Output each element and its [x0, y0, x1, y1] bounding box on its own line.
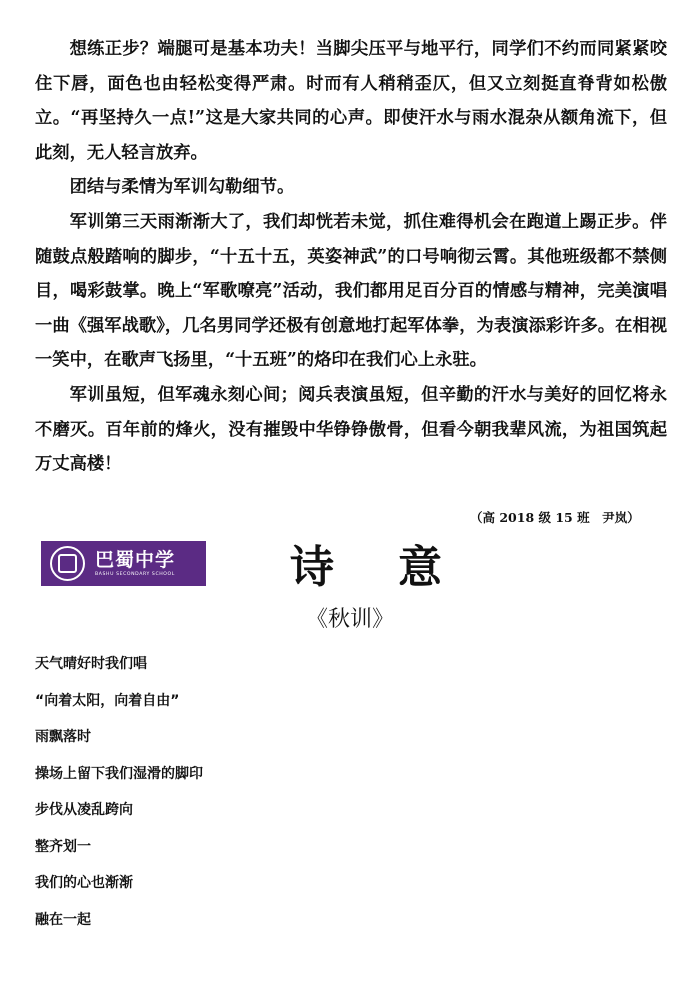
poem-line: 步伐从凌乱跨向 [35, 802, 133, 818]
poem-title: 《秋训》 [305, 607, 394, 632]
author-byline: （高 2018 级 15 班 尹岚） [470, 510, 640, 525]
poem-line: 我们的心也渐渐 [35, 875, 133, 891]
article-paragraph-2: 团结与柔情为军训勾勒细节。 [69, 177, 295, 198]
poem-line: 融在一起 [35, 911, 91, 928]
poem-line: 操场上留下我们湿滑的脚印 [35, 765, 203, 782]
school-seal-icon [50, 546, 85, 581]
school-name-english: BASHU SECONDARY SCHOOL [95, 571, 175, 577]
article-paragraph-3: 军训第三天雨渐渐大了，我们却恍若未觉，抓住难得机会在跑道上踢正步。伴随鼓点般踏响的脚步，“十五十五，英姿神武”的口号响彻云霄。其他班级都不禁侧目，喝彩鼓掌。晚上“军歌嘹亮”活动，我们都用足百分百的情感与精神，完美演唱一曲《强军战歌》，几名男同学还极有创意地打起军体拳，为表演添彩许多。在相视一笑中，在歌声飞扬里，“十五班”的烙印在我们心上永驻。 [35, 211, 667, 371]
school-logo-banner [41, 541, 206, 586]
poem-line: “向着太阳，向着自由” [35, 692, 180, 709]
poem-line: 雨飘落时 [35, 729, 91, 745]
school-logo-text [95, 549, 175, 579]
article-body [35, 32, 667, 482]
school-name: 巴蜀中学 [95, 548, 176, 571]
article-paragraph-1: 想练正步？端腿可是基本功夫！当脚尖压平与地平行，同学们不约而同紧紧咬住下唇，面色也由轻松变得严肃。时而有人稍稍歪仄，但又立刻挺直脊背如松傲立。“再坚持久一点!”这是大家共同的心声。即使汗水与雨水混杂从额角流下，但此刻，无人轻言放弃。 [35, 39, 667, 163]
poem-body [35, 646, 635, 938]
poem-line: 天气晴好时我们唱 [35, 656, 147, 672]
section-title: 诗意 [290, 542, 506, 593]
poem-line: 整齐划一 [35, 838, 91, 855]
article-paragraph-4: 军训虽短，但军魂永刻心间；阅兵表演虽短，但辛勤的汗水与美好的回忆将永不磨灭。百年前的烽火，没有摧毁中华铮铮傲骨，但看今朝我辈风流，为祖国筑起万丈高楼！ [35, 384, 667, 475]
